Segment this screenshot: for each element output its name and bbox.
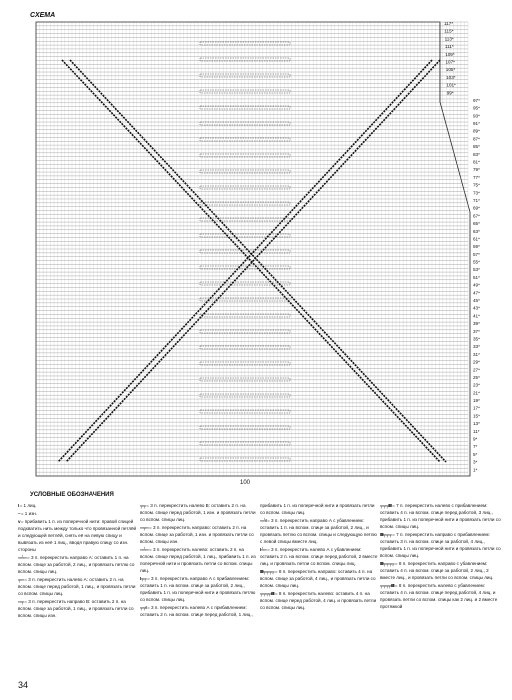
row-label: 101* xyxy=(446,82,456,88)
cable-band xyxy=(200,138,290,141)
legend-symbol: ╤═ xyxy=(18,577,25,582)
legend-entry xyxy=(140,546,258,574)
row-label: 113* xyxy=(444,36,454,42)
row-label: 91* xyxy=(473,121,480,127)
legend-entry xyxy=(260,568,378,589)
row-labels xyxy=(444,21,480,472)
row-label: 39* xyxy=(473,321,480,327)
legend-text: = 8 п. перекрестить направо с убавлением: оставить 4 п. на вспом. спице за работой, 2 лиц., 2 вместе лиц., и провязать петли со вспом. спицы лиц. xyxy=(380,561,494,580)
legend-column-2 xyxy=(140,502,258,619)
legend-text: = 1 лиц. xyxy=(19,503,37,508)
row-label: 87* xyxy=(473,136,480,142)
row-label: 19* xyxy=(473,398,480,404)
legend-entry xyxy=(380,582,502,610)
legend-symbol: IIII╤╤╤ xyxy=(380,532,393,537)
row-label: 47* xyxy=(473,290,480,296)
cable-diagonal xyxy=(70,60,446,462)
legend-column-4 xyxy=(380,502,502,611)
row-label: 9* xyxy=(473,436,478,442)
row-label: 109* xyxy=(445,51,455,57)
row-label: 15* xyxy=(473,413,480,419)
row-label: 17* xyxy=(473,405,480,411)
row-label: 41* xyxy=(473,313,480,319)
cable-band xyxy=(200,394,290,397)
legend-symbol: ╤╤╤╤IIII xyxy=(380,583,395,588)
row-label: 13* xyxy=(473,421,480,427)
row-label: 105* xyxy=(445,67,456,73)
legend-text: = 3 п. перекрестить направо А с прибавлением: оставить 1 п. на вспом. спице за работой, 2 лиц., прибавить 1 п. из поперечной нити и провязать петлю со вспом. спицы лиц. xyxy=(140,576,256,602)
legend-entry xyxy=(18,576,138,597)
row-label: 63* xyxy=(473,228,480,234)
legend-text: = 7 п. перекрестить налево с прибавлением: оставить 4 п. на вспом. спице перед работой, 3 лиц., прибавить 1 п. из поперечной нити и провязать петли со вспом. спицы лиц. xyxy=(380,503,501,529)
row-label: 85* xyxy=(473,144,480,150)
legend-text: = 8 п. перекрестить налево: оставить 4 п. на вспом. спице перед работой, 4 лиц. и провязать петли со вспом. спицы лиц. xyxy=(260,591,377,610)
legend-symbol: ╤╤╤IIII xyxy=(380,503,393,508)
row-label: 31* xyxy=(473,351,480,357)
legend-symbol: ═╤ xyxy=(18,599,25,604)
row-label: 97* xyxy=(473,97,480,103)
row-label: 79* xyxy=(473,167,480,173)
row-label: 7* xyxy=(473,444,478,450)
legend-entry xyxy=(18,518,138,553)
legend-entry xyxy=(380,502,502,530)
legend-text: = 3 п. перекрестить налево А: оставить 2 п. на вспом. спице перед работой, 1 лиц., и провязать петли со вспом. спицы лиц. xyxy=(18,577,136,596)
legend-entry xyxy=(18,502,138,509)
legend-entry xyxy=(380,531,502,559)
cable-band xyxy=(200,250,290,253)
stitch-count-label: 100 xyxy=(240,480,251,486)
legend-text: = 3 п. перекрестить направо А: оставить 1 п. на вспом. спице за работой, 2 лиц., и провязать петлю со вспом. спицы лиц. xyxy=(18,555,135,574)
row-label: 11* xyxy=(473,428,480,434)
cable-band xyxy=(200,298,290,301)
cable-band xyxy=(200,170,290,173)
legend-symbol: IIII╤╤╤╤ xyxy=(260,569,275,574)
row-label: 67* xyxy=(473,213,480,219)
row-label: 35* xyxy=(473,336,480,342)
row-label: 93* xyxy=(473,113,480,119)
legend-entry xyxy=(140,502,258,523)
legend-text: = 7 п. перекрестить направо с прибавлением: оставить 3 п. на вспом. спице за работой, 4 лиц., прибавить 1 п. из поперечной нити и провязать петли со вспом. спицы лиц. xyxy=(380,532,501,558)
row-label: 115* xyxy=(444,28,454,34)
legend-entry xyxy=(140,575,258,603)
row-label: 45* xyxy=(473,298,480,304)
legend-text: = 3 п. перекрестить налево В: оставить 2 п. на вспом. спице перед работой, 1 изн. и провязать петли со вспом. спицы лиц. xyxy=(140,503,256,522)
row-label: 37* xyxy=(473,328,480,334)
legend-text: прибавить 1 п. из поперечной нити и провязать петли со вспом. спицы лиц. xyxy=(260,503,375,515)
cable-band xyxy=(200,122,290,125)
legend-symbol: ╤╤I xyxy=(140,605,148,610)
cable-band xyxy=(200,410,290,413)
cable-band xyxy=(200,426,290,429)
row-label: 57* xyxy=(473,251,480,257)
cable-band xyxy=(200,74,290,77)
legend-text: = 3 п. перекрестить налево: оставить 2 п. на вспом. спице перед работой, 1 лиц., прибавить 1 п. из поперечной нити и провязать петли со вспом. спицы лиц. xyxy=(140,547,256,573)
cable-band xyxy=(200,42,290,45)
legend-symbol: – xyxy=(18,511,21,516)
legend-symbol: ═╧═ xyxy=(140,547,150,552)
legend-entry xyxy=(140,604,258,618)
legend-entry xyxy=(260,502,378,516)
legend-text: = 3 п. перекрестить направо В: оставить 2 п. на вспом. спице за работой, 1 лиц., и провязать петли со вспом. спицы изн. xyxy=(18,599,134,618)
row-label: 59* xyxy=(473,244,480,250)
cable-band xyxy=(200,90,290,93)
row-label: 51* xyxy=(473,274,480,280)
legend-symbol: ═╧I xyxy=(260,518,268,523)
row-label: 1* xyxy=(473,467,478,473)
row-label: 107* xyxy=(445,59,455,65)
legend-text: = прибавить 1 п. из поперечной нити: правой спицей подхватить нить между только что провязанной петлёй и следующей петлёй, снять её на левую спицу и вывязать из неё 1 лиц., вводя правую спицу со изн. стороны xyxy=(18,519,137,552)
legend-symbol: I╤╤ xyxy=(140,576,148,581)
legend-symbol: I xyxy=(18,503,20,508)
cable-band xyxy=(200,346,290,349)
row-label: 43* xyxy=(473,305,480,311)
row-label: 61* xyxy=(473,236,480,242)
page-number: 34 xyxy=(18,680,29,690)
row-label: 103* xyxy=(446,74,456,80)
legend-text: = 1 изн. xyxy=(20,511,38,516)
row-label: 55* xyxy=(473,259,480,265)
legend-entry xyxy=(380,560,502,581)
row-label: 81* xyxy=(473,159,480,165)
row-label: 29* xyxy=(473,359,480,365)
legend-symbol: v xyxy=(18,519,21,524)
row-label: 75* xyxy=(473,182,480,188)
row-label: 27* xyxy=(473,367,480,373)
legend-symbol: ═╤═ xyxy=(140,525,150,530)
legend-entry xyxy=(18,598,138,619)
row-label: 77* xyxy=(473,174,480,180)
legend-symbol: ═╧═ xyxy=(18,555,28,560)
legend-symbol: IIII╤╤╤╤ xyxy=(380,561,395,566)
row-label: 33* xyxy=(473,344,480,350)
row-label: 89* xyxy=(473,128,480,134)
legend-column-3 xyxy=(260,502,378,612)
legend-text: = 8 п. перекрестить налево с убавлением: оставить 4 п. на вспом. спице перед работой, 4 лиц. и провязать петли со вспом. спицы как 2 лиц. и 2 вместе протяжкой xyxy=(380,583,498,609)
legend-text: = 3 п. перекрестить направо А с убавлением: оставить 1 п. на вспом. спице за работой, 2 лиц., и провязать петлю со вспом. спицы и следующую петлю с левой спицы вместе лиц. xyxy=(260,518,377,544)
legend-entry xyxy=(260,590,378,611)
legend-text: = 8 п. перекрестить направо: оставить 4 п. на вспом. спице за работой, 4 лиц., и провязать петли со вспом. спицы лиц. xyxy=(260,569,376,588)
row-label: 3* xyxy=(473,459,478,465)
row-label: 111* xyxy=(444,44,454,50)
row-label: 25* xyxy=(473,374,480,380)
legend-symbol: ╤╤╤╤IIII xyxy=(260,591,275,596)
row-label: 65* xyxy=(473,221,480,227)
row-label: 69* xyxy=(473,205,480,211)
legend-text: = 3 п. перекрестить налево А с убавлением: оставить 2 п. на вспом. спице перед работой, 2 вместе лиц. и провязать петли со вспом. спицы лиц. xyxy=(260,547,378,566)
row-label: 83* xyxy=(473,151,480,157)
row-label: 5* xyxy=(473,451,478,457)
legend-column-1 xyxy=(18,502,138,620)
row-label: 21* xyxy=(473,390,480,396)
row-label: 73* xyxy=(473,190,480,196)
cable-band xyxy=(200,202,290,205)
row-label: 99* xyxy=(446,90,454,96)
row-label: 49* xyxy=(473,282,480,288)
cable-band xyxy=(200,362,290,365)
row-label: 71* xyxy=(473,197,480,203)
schema-title: СХЕМА xyxy=(30,12,56,19)
legend-title: УСЛОВНЫЕ ОБОЗНАЧЕНИЯ xyxy=(30,492,114,498)
row-label: 23* xyxy=(473,382,480,388)
legend-entry xyxy=(260,517,378,545)
cable-diagonal xyxy=(58,60,432,462)
legend-entry xyxy=(18,510,138,517)
row-label: 95* xyxy=(473,105,480,111)
cable-band xyxy=(200,282,290,285)
legend-entry xyxy=(18,554,138,575)
legend-text: = 3 п. перекрестить направо: оставить 2 п. на вспом. спице за работой, 1 изн. и провязать петли со вспом. спицы изн. xyxy=(140,525,254,544)
legend-symbol: ╤╤ xyxy=(140,503,147,508)
row-label: 117* xyxy=(444,21,454,26)
cable-band xyxy=(200,442,290,445)
legend-text: = 3 п. перекрестить налево А с прибавлением: оставить 2 п. на вспом. спице перед работой, 1 лиц., xyxy=(140,605,253,617)
cable-band xyxy=(200,378,290,381)
cable-band xyxy=(200,106,290,109)
legend-symbol: I╧═ xyxy=(260,547,268,552)
row-label: 53* xyxy=(473,267,480,273)
legend-entry xyxy=(140,524,258,545)
cable-band xyxy=(200,330,290,333)
legend-entry xyxy=(260,546,378,567)
